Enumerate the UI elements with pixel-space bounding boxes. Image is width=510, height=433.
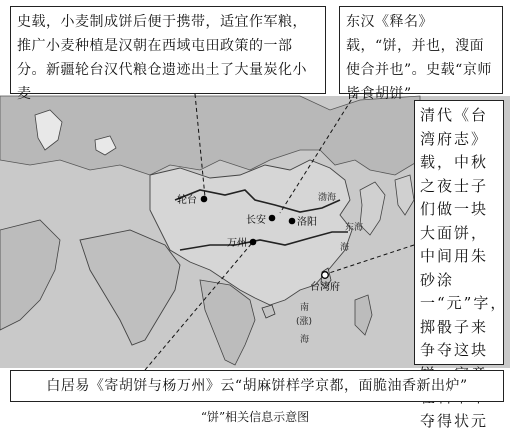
- city-label-taiwanfu: 台湾府: [310, 282, 340, 293]
- sea-label-huanghai: 海: [340, 243, 350, 253]
- city-dot-changan: [269, 215, 276, 222]
- figure-caption: “饼”相关信息示意图: [200, 410, 310, 424]
- sea-label-donghai: 东海: [345, 223, 364, 233]
- text-box-bai-juyi-poem: 白居易《寄胡饼与杨万州》云“胡麻饼样学京都，面脆油香新出炉”: [10, 370, 504, 402]
- city-label-wanzhou: 万州: [227, 238, 247, 249]
- city-dot-luoyang: [289, 218, 296, 225]
- city-label-luntai: 轮台: [177, 195, 197, 206]
- sea-label-nanhai-1: 南: [300, 303, 310, 313]
- city-dot-wanzhou: [250, 239, 257, 246]
- city-label-changan: 长安: [246, 215, 266, 226]
- city-label-luoyang: 洛阳: [297, 217, 317, 228]
- sea-label-nanhai-2: 海: [300, 335, 310, 345]
- sea-label-nanhai-island: (涨): [296, 317, 313, 327]
- text-box-shiming: 东汉《释名》载，“饼，并也，溲面使合并也”。史载“京师皆食胡饼”: [339, 6, 503, 94]
- sea-label-bohai: 渤海: [318, 193, 337, 203]
- text-box-taiwan-fuzhi: 清代《台湾府志》载，中秋之夜士子们做一块大面饼，中间用朱砂涂一“元”字，掷骰子来争夺这块 夺得状元: [414, 100, 504, 365]
- text-box-wheat-military: 史载，小麦制成饼后便于携带，适宜作军粮，推广小麦种植是汉朝在西域屯田政策的一部分。新疆轮台汉代粮仓遗迹出土了大量炭化小麦: [10, 6, 326, 94]
- city-dot-luntai: [201, 196, 208, 203]
- city-dot-taiwanfu: [322, 272, 329, 279]
